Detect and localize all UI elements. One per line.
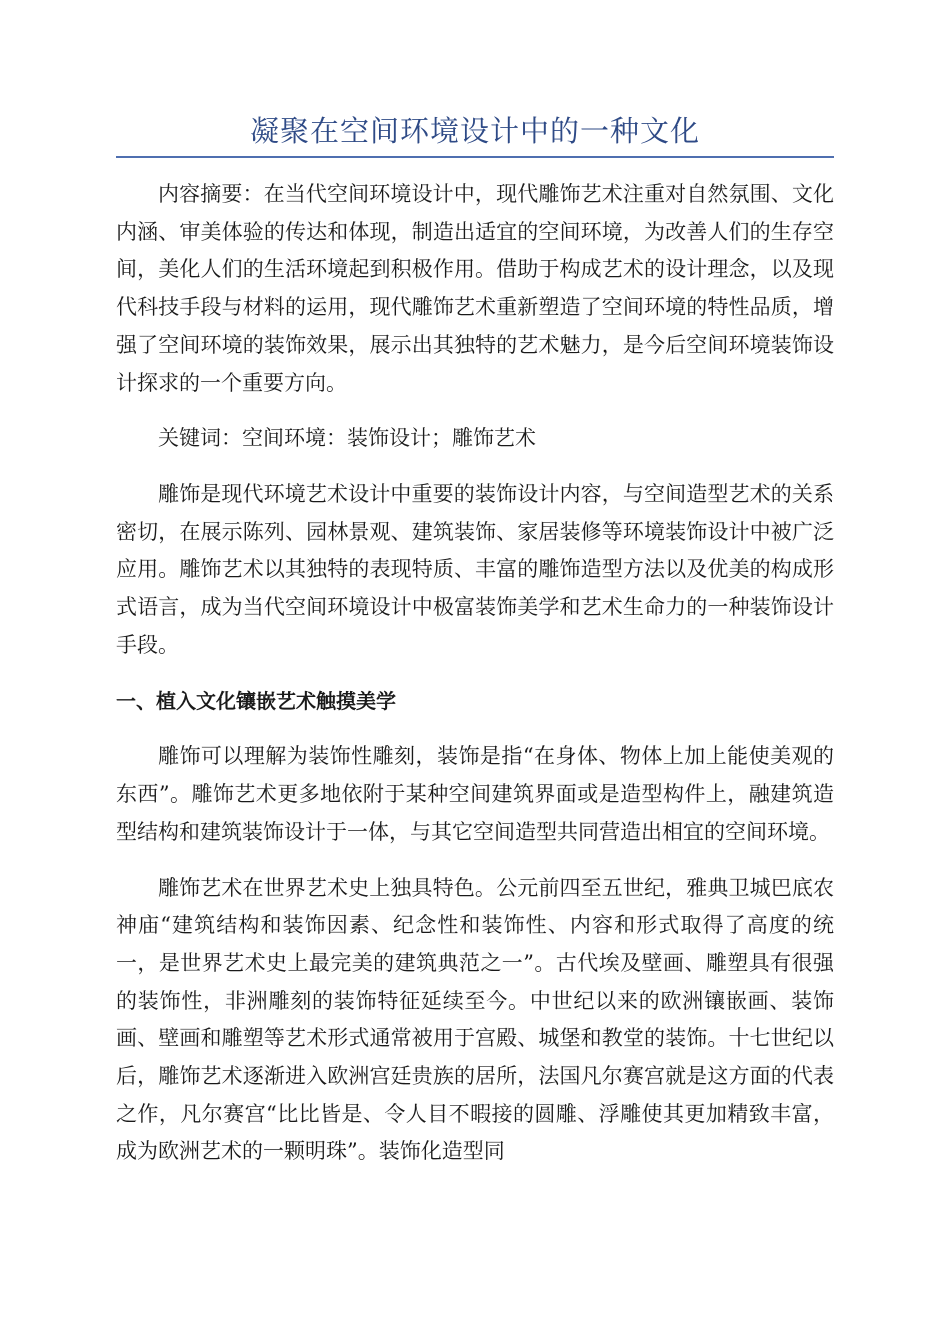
intro-paragraph: 雕饰是现代环境艺术设计中重要的装饰设计内容，与空间造型艺术的关系密切，在展示陈列、园林景观、建筑装饰、家居装修等环境装饰设计中被广泛应用。雕饰艺术以其独特的表现特质、丰富的雕饰造型方法以及优美的构成形式语言，成为当代空间环境设计中极富装饰美学和艺术生命力的一种装饰设计手段。 [116,481,834,657]
section1-paragraph-2: 雕饰艺术在世界艺术史上独具特色。公元前四至五世纪，雅典卫城巴底农神庙“建筑结构和装饰因素、纪念性和装饰性、内容和形式取得了高度的统一，是世界艺术史上最完美的建筑典范之一”。古代埃及壁画、雕塑具有很强的装饰性，非洲雕刻的装饰特征延续至今。中世纪以来的欧洲镶嵌画、装饰画、壁画和雕塑等艺术形式通常被用于宫殿、城堡和教堂的装饰。十七世纪以后，雕饰艺术逐渐进入欧洲宫廷贵族的居所，法国凡尔赛宫就是这方面的代表之作，凡尔赛宫“比比皆是、令人目不暇接的圆雕、浮雕使其更加精致丰富，成为欧洲艺术的一颗明珠”。装饰化造型同 [116,875,834,1164]
section-heading: 一、植入文化镶嵌艺术触摸美学 [116,689,396,714]
abstract-paragraph: 内容摘要：在当代空间环境设计中，现代雕饰艺术注重对自然氛围、文化内涵、审美体验的传达和体现，制造出适宜的空间环境，为改善人们的生存空间，美化人们的生活环境起到积极作用。借助于构成艺术的设计理念，以及现代科技手段与材料的运用，现代雕饰艺术重新塑造了空间环境的特性品质，增强了空间环境的装饰效果，展示出其独特的艺术魅力，是今后空间环境装饰设计探求的一个重要方向。 [116,182,834,395]
section1-paragraph-1: 雕饰可以理解为装饰性雕刻，装饰是指“在身体、物体上加上能使美观的东西”。雕饰艺术更多地依附于某种空间建筑界面或是造型构件上，融建筑造型结构和建筑装饰设计于一体，与其它空间造型共同营造出相宜的空间环境。 [116,744,834,844]
document-page [116,108,834,1189]
keywords-paragraph: 关键词：空间环境：装饰设计；雕饰艺术 [158,426,536,451]
title-underline [116,156,834,158]
document-title: 凝聚在空间环境设计中的一种文化 [249,114,700,148]
